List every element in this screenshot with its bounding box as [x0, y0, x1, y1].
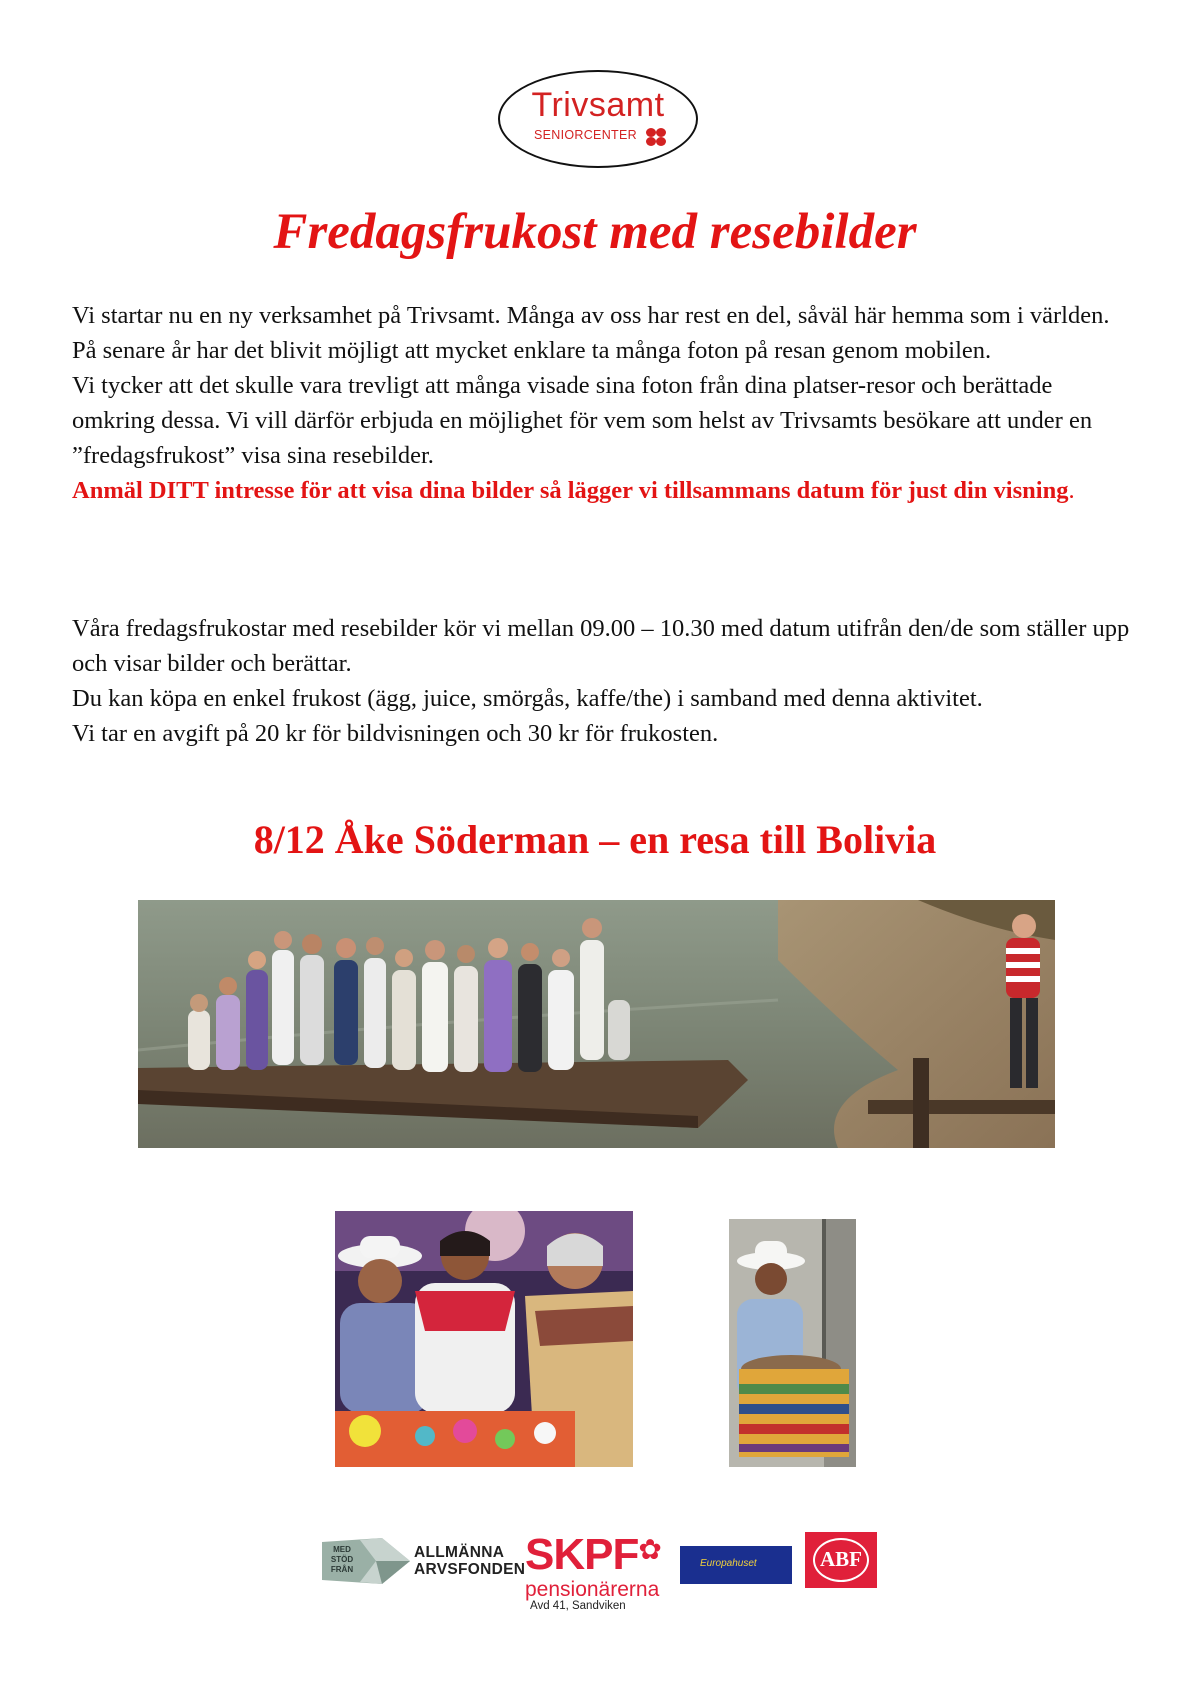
sponsor-logos	[320, 1528, 880, 1612]
europahuset-text: Europahuset	[700, 1558, 757, 1569]
arvsfonden-badge-text-1: MED	[333, 1545, 351, 1554]
raft-photo	[138, 900, 1055, 1148]
event-heading: 8/12 Åke Söderman – en resa till Bolivia	[253, 817, 937, 862]
intro-paragraph-2: Vi tycker att det skulle vara trevligt att många visade sina foton från dina platser-resor och berättade omkring dessa. Vi vill därför erbjuda en möjlighet för vem som helst av Trivsamts besökare att under en ”fredagsfrukost” visa sina resebilder.	[72, 372, 1093, 469]
trivsamt-logo	[498, 70, 698, 168]
details-paragraph-3: Vi tar en avgift på 20 kr för bildvisningen och 30 kr för frukosten.	[72, 720, 719, 747]
europahuset-logo	[680, 1546, 792, 1584]
logo-subtitle: SENIORCENTER	[534, 128, 637, 142]
intro-text	[72, 298, 1132, 508]
logo-name: Trivsamt	[531, 86, 665, 124]
arvsfonden-line-1: ALLMÄNNA	[414, 1544, 505, 1561]
call-to-action-text: Anmäl DITT intresse för att visa dina bilder så lägger vi tillsammans datum för just din visning	[72, 477, 1069, 504]
abf-logo	[805, 1532, 877, 1588]
skpf-name: SKPF	[525, 1530, 639, 1579]
skpf-branch: Avd 41, Sandviken	[530, 1600, 626, 1612]
arvsfonden-badge-icon	[320, 1536, 412, 1586]
call-to-action	[72, 473, 1132, 508]
page-title: Fredagsfrukost med resebilder	[273, 204, 917, 260]
arvsfonden-line-2: ARVSFONDEN	[414, 1561, 526, 1578]
arvsfonden-badge-text-3: FRÅN	[330, 1565, 354, 1574]
call-to-action-end: .	[1068, 477, 1075, 504]
abf-text: ABF	[820, 1547, 862, 1571]
vendor-woman-photo	[729, 1219, 856, 1467]
arvsfonden-logo	[414, 1544, 525, 1578]
details-paragraph-1: Våra fredagsfrukostar med resebilder kör vi mellan 09.00 – 10.30 med datum utifrån den/de som ställer upp och visar bilder och berättar.	[72, 615, 1130, 677]
details-paragraph-2: Du kan köpa en enkel frukost (ägg, juice, smörgås, kaffe/the) i samband med denna aktivitet.	[72, 685, 983, 712]
skpf-flower-icon: ✿	[638, 1534, 661, 1565]
intro-paragraph-1: Vi startar nu en ny verksamhet på Trivsamt. Många av oss har rest en del, såväl här hemma som i världen. På senare år har det blivit möjligt att mycket enklare ta många foton på resan genom mobilen.	[72, 302, 1110, 364]
skpf-subtitle: pensionärerna	[525, 1578, 660, 1601]
skpf-logo	[525, 1528, 661, 1601]
arvsfonden-badge-text-2: STÖD	[330, 1555, 354, 1564]
bolivian-women-photo	[335, 1211, 633, 1467]
details-text	[72, 611, 1132, 751]
trivsamt-flower-icon	[644, 127, 668, 147]
